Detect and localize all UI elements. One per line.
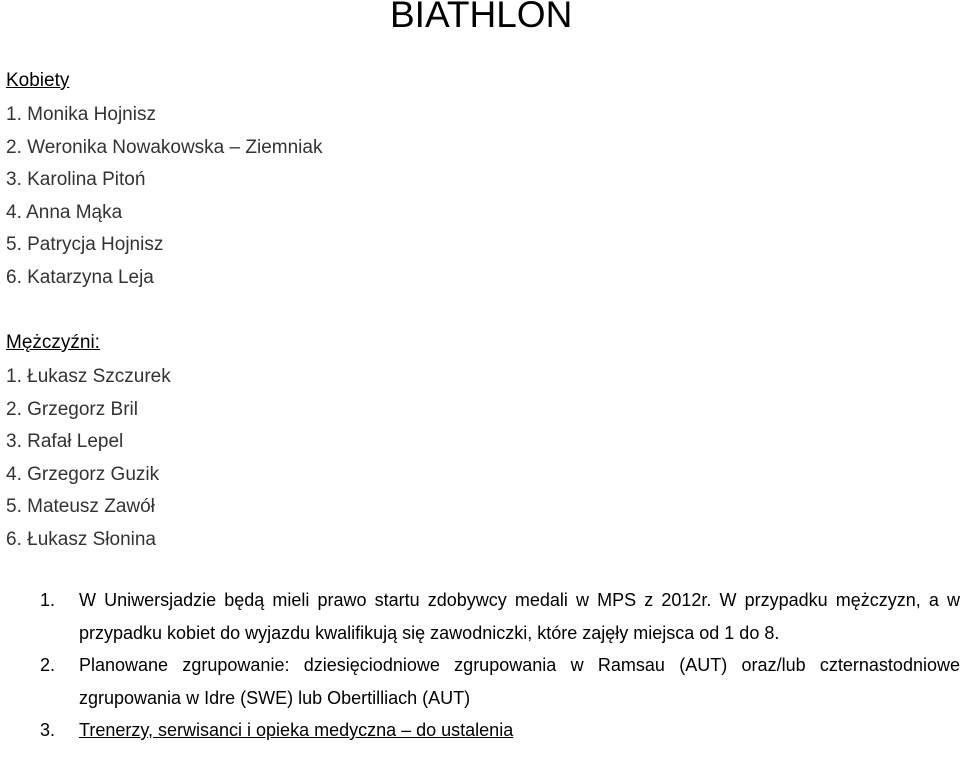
note-text: W Uniwersjadzie będą mieli prawo startu zdobywcy medali w MPS z 2012r. W przypadku mężczyzn, a w przypadku kobiet do wyjazdu kwalifikują się zawodniczki, które zajęły miejsca od 1 do 8. — [79, 590, 960, 643]
list-item: 3. Karolina Pitoń — [6, 169, 146, 190]
list-item: 6. Łukasz Słonina — [6, 528, 156, 550]
list-item: 5. Patrycja Hojnisz — [6, 234, 164, 255]
notes-list — [40, 584, 960, 747]
list-item: 6. Katarzyna Leja — [6, 266, 154, 288]
list-item: 3. Rafał Lepel — [6, 431, 124, 452]
note-item — [40, 584, 960, 649]
list-item: 1. Łukasz Szczurek — [6, 366, 171, 387]
women-heading: Kobiety — [6, 70, 70, 91]
list-item: 1. Monika Hojnisz — [6, 104, 156, 125]
men-list — [6, 361, 171, 556]
note-text: Trenerzy, serwisanci i opieka medyczna – do ustalenia — [79, 720, 514, 740]
list-item: 2. Weronika Nowakowska – Ziemniak — [6, 136, 323, 158]
note-item — [40, 649, 960, 714]
note-number: 1. — [40, 590, 56, 610]
note-number: 2. — [40, 655, 56, 675]
list-item: 2. Grzegorz Bril — [6, 398, 138, 420]
note-text: Planowane zgrupowanie: dziesięciodniowe zgrupowania w Ramsau (AUT) oraz/lub czternastodniowe zgrupowania w Idre (SWE) lub Obertilliach (AUT) — [79, 655, 960, 708]
women-list — [6, 99, 322, 294]
list-item: 4. Anna Mąka — [6, 201, 123, 223]
list-item: 4. Grzegorz Guzik — [6, 463, 160, 485]
note-number: 3. — [40, 720, 56, 740]
page-title: BIATHLON — [390, 0, 573, 35]
list-item: 5. Mateusz Zawół — [6, 496, 155, 517]
men-heading: Mężczyźni: — [6, 332, 100, 353]
note-item — [40, 714, 960, 747]
